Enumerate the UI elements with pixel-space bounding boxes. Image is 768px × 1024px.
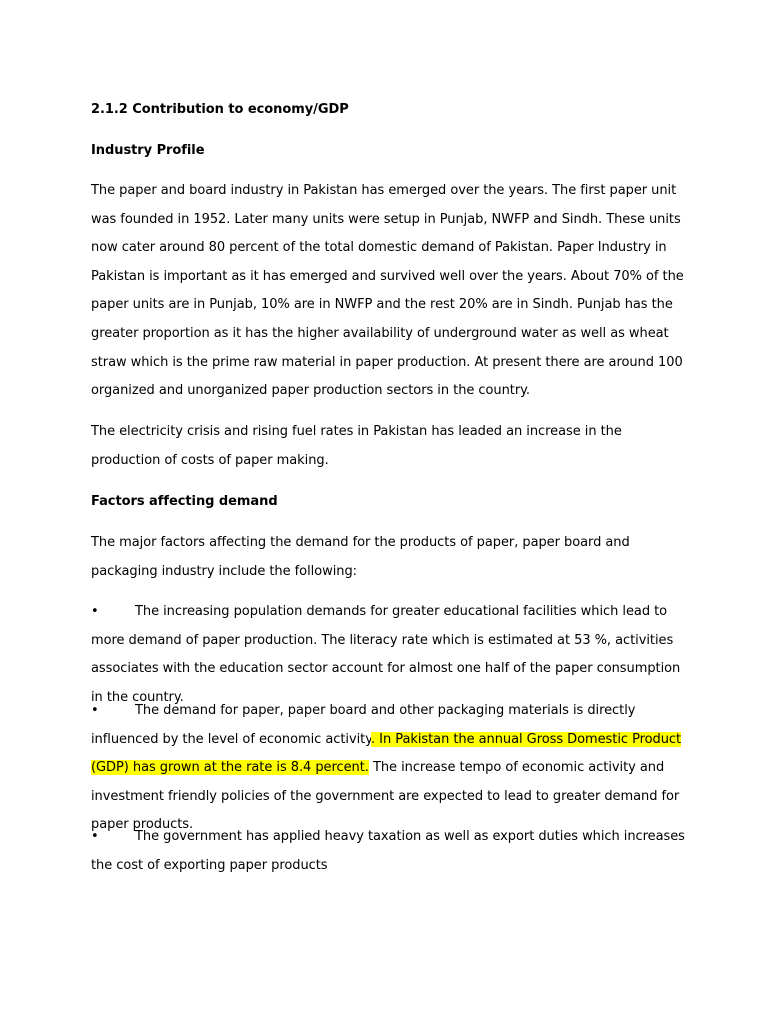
bullet-item-taxation [91,823,689,880]
bullet-marker: • [91,604,99,619]
factors-heading: Factors affecting demand [91,494,278,509]
bullet-item-economic-activity [91,697,689,840]
industry-profile-heading: Industry Profile [91,143,205,158]
bullet-marker: • [91,703,99,718]
bullet-marker: • [91,829,99,844]
bullet-item-population [91,598,689,712]
electricity-crisis-paragraph: The electricity crisis and rising fuel rates in Pakistan has leaded an increase in the production of costs of paper making. [91,424,622,468]
factors-intro-paragraph: The major factors affecting the demand for the products of paper, paper board and packaging industry include the following: [91,535,630,579]
bullet-text: The increasing population demands for greater educational facilities which lead to more demand of paper production. The literacy rate which is estimated at 53 %, activities associates with the education sector account for almost one half of the paper consumption in the country. [91,604,681,705]
highlighted-gdp-text: . In Pakistan the annual Gross Domestic Product (GDP) has grown at the rate is 8.4 percent. [91,731,682,776]
industry-profile-paragraph: The paper and board industry in Pakistan has emerged over the years. The first paper unit was founded in 1952. Later many units were setup in Punjab, NWFP and Sindh. These units now cater around 80 percent of the total domestic demand of Pakistan. Paper Industry in Pakistan is important as it has emerged and survived well over the years. About 70% of the paper units are in Punjab, 10% are in NWFP and the rest 20% are in Sindh. Punjab has the greater proportion as it has the higher availability of underground water as well as wheat straw which is the prime raw material in paper production. At present there are around 100 organized and unorganized paper production sectors in the country. [91,183,684,399]
bullet-text: The government has applied heavy taxation as well as export duties which increases the cost of exporting paper products [91,829,685,873]
bullet-text-continued: The increase tempo of economic activity and investment friendly policies of the government are expected to lead to greater demand for paper products. [91,760,680,833]
section-heading: 2.1.2 Contribution to economy/GDP [91,102,349,117]
bullet-text: The demand for paper, paper board and other packaging materials is directly influenced by the level of economic activity [91,703,636,747]
